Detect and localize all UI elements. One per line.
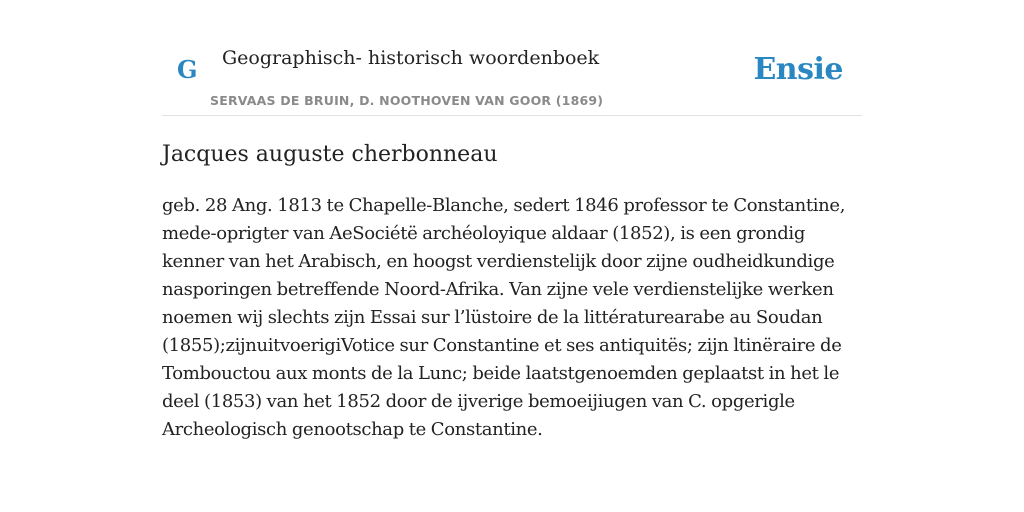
book-title-link[interactable]: Geographisch- historisch woordenboek: [222, 47, 600, 69]
book-header: [162, 0, 862, 116]
entry-card: [162, 0, 862, 512]
entry-title: Jacques auguste cherbonneau: [162, 142, 498, 167]
book-letter-icon[interactable]: G: [177, 55, 198, 84]
entry-body-text: geb. 28 Ang. 1813 te Chapelle-Blanche, sedert 1846 professor te Constantine, mede-oprigter van AeSociétë archéoloyique aldaar (1852), is een grondig kenner van het Arabisch, en hoogst verdienstelijk door zijne oudheidkundige nasporingen betreffende Noord-Afrika. Van zijne vele verdienstelijke werken noemen wij slechts zijn Essai sur l’lüstoire de la littératurearabe au Soudan (1855);zijnuitvoerigiVotice sur Constantine et ses antiquitës; zijn ltinëraire de Tombouctou aux monts de la Lunc; beide laatstgenoemden geplaatst in het le deel (1853) van het 1852 door de ijverige bemoeijiugen van C. opgerigle Archeologisch genootschap te Constantine.: [162, 195, 846, 440]
ensie-logo-link[interactable]: Ensie: [753, 52, 843, 87]
book-authors: SERVAAS DE BRUIN, D. NOOTHOVEN VAN GOOR (1869): [210, 93, 604, 108]
